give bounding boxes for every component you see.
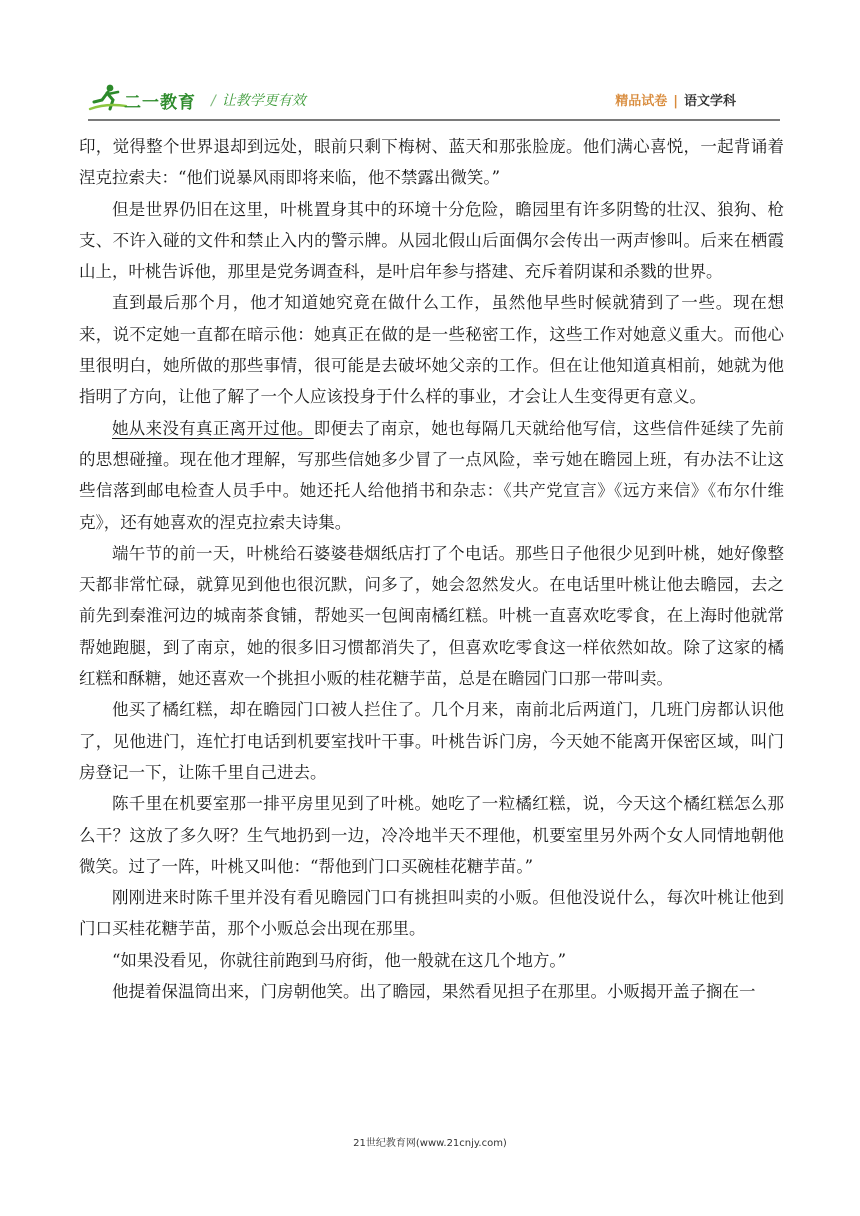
slogan-text: 让教学更有效	[221, 93, 306, 109]
tag-subject: 语文学科	[683, 94, 736, 109]
paragraph: 他提着保温筒出来，门房朝他笑。出了瞻园，果然看见担子在那里。小贩揭开盖子搁在一	[112, 982, 756, 1002]
paragraph-with-underline	[79, 413, 784, 538]
paragraph: 陈千里在机要室那一排平房里见到了叶桃。她吃了一粒橘红糕，说，今天这个橘红糕怎么那么干？这放了多久呀？生气地扔到一边，冷冷地半天不理他，机要室里另外两个女人同情地朝他微笑。过了一阵，叶桃又叫他：“帮他到门口买碗桂花糖芋苗。”	[79, 794, 784, 876]
slogan-separator: /	[211, 93, 216, 109]
paragraph: 他买了橘红糕，却在瞻园门口被人拦住了。几个月来，南前北后两道门，几班门房都认识他了，见他进门，连忙打电话到机要室找叶干事。叶桃告诉门房，今天她不能离开保密区域，叫门房登记一下，让陈千里自己进去。	[79, 700, 784, 782]
tag-premium-papers: 精品试卷	[615, 94, 668, 109]
brand-name: 二一教育	[124, 93, 196, 113]
paragraph: 端午节的前一天，叶桃给石婆婆巷烟纸店打了个电话。那些日子他很少见到叶桃，她好像整天都非常忙碌，就算见到他也很沉默，问多了，她会忽然发火。在电话里叶桃让他去瞻园，去之前先到秦淮河边的城南茶食铺，帮她买一包闽南橘红糕。叶桃一直喜欢吃零食，在上海时他就常帮她跑腿，到了南京，她的很多旧习惯都消失了，但喜欢吃零食这一样依然如故。除了这家的橘红糕和酥糖，她还喜欢一个挑担小贩的桂花糖芋苗，总是在瞻园门口那一带叫卖。	[79, 543, 784, 689]
tag-separator: |	[673, 94, 678, 109]
running-figure-logo-icon	[88, 82, 128, 112]
header-divider	[88, 119, 780, 121]
page-footer: 21世纪教育网(www.21cnjy.com)	[353, 1138, 507, 1149]
paragraph: 刚刚进来时陈千里并没有看见瞻园门口有挑担叫卖的小贩。但他没说什么，每次叶桃让他到门口买桂花糖芋苗，那个小贩总会出现在那里。	[79, 888, 784, 939]
paragraph: 但是世界仍旧在这里，叶桃置身其中的环境十分危险，瞻园里有许多阴鸷的壮汉、狼狗、枪支、不许入碰的文件和禁止入内的警示牌。从园北假山后面偶尔会传出一两声惨叫。后来在栖霞山上，叶桃告诉他，那里是党务调查科，是叶启年参与搭建、充斥着阴谋和杀戮的世界。	[79, 199, 784, 282]
article-body	[79, 131, 784, 1007]
page-header	[88, 80, 778, 116]
underlined-sentence: 她从来没有真正离开过他。	[112, 418, 314, 438]
paragraph-text: 即便去了南京，她也每隔几天就给他写信，这些信件延续了先前的思想碰撞。现在他才理解，写那些信她多少冒了一点风险，幸亏她在瞻园上班，有办法不让这些信落到邮电检查人员手中。她还托人给他捎书和杂志：《共产党宣言》《远方来信》《布尔什维克》，还有她喜欢的涅克拉索夫诗集。	[79, 418, 785, 532]
paragraph: “如果没看见，你就往前跑到马府街，他一般就在这几个地方。”	[112, 950, 567, 970]
slogan	[211, 90, 306, 110]
header-tags	[615, 90, 736, 109]
paragraph: 直到最后那个月，他才知道她究竟在做什么工作，虽然他早些时候就猜到了一些。现在想来，说不定她一直都在暗示他：她真正在做的是一些秘密工作，这些工作对她意义重大。而他心里很明白，她所做的那些事情，很可能是去破坏她父亲的工作。但在让他知道真相前，她就为他指明了方向，让他了解了一个人应该投身于什么样的事业，才会让人生变得更有意义。	[79, 293, 784, 407]
paragraph-continued: 印，觉得整个世界退却到远处，眼前只剩下梅树、蓝天和那张脸庞。他们满心喜悦，一起背诵着涅克拉索夫：“他们说暴风雨即将来临，他不禁露出微笑。”	[79, 137, 784, 188]
